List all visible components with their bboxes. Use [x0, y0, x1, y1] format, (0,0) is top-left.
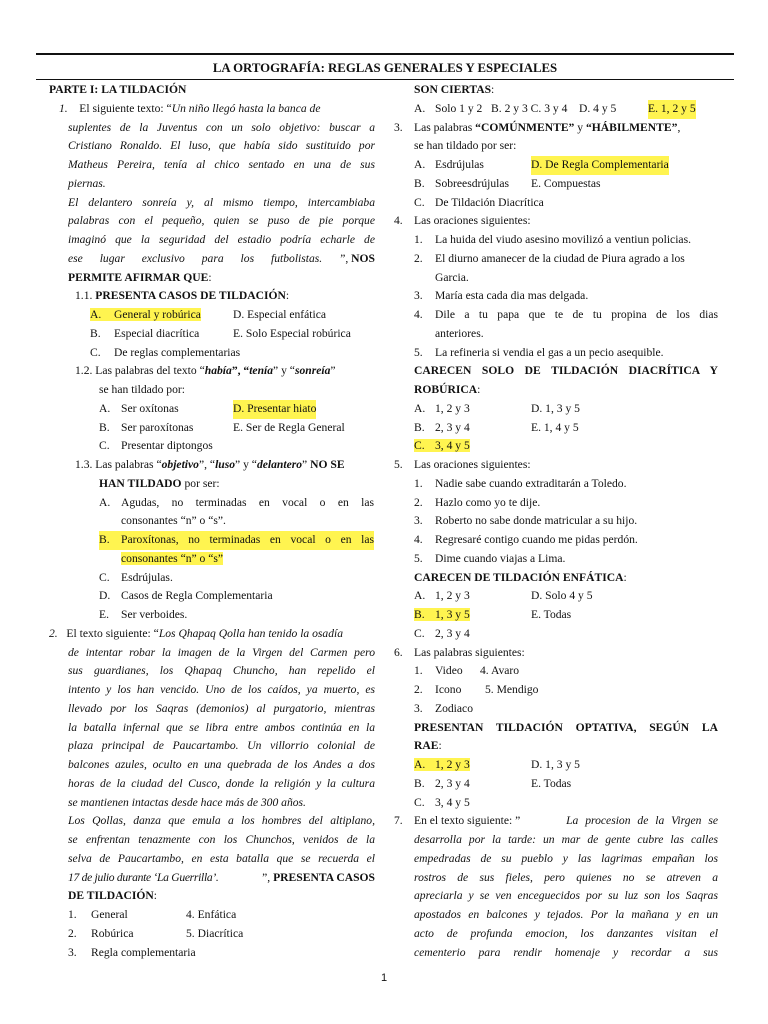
q2-option-e[interactable]: E. 1, 2 y 5: [648, 100, 696, 119]
q6-option-c-letter: C.: [414, 795, 425, 809]
q5-option-c[interactable]: 2, 3 y 4: [435, 626, 470, 640]
q4-sentence-3-num: 3.: [414, 289, 423, 303]
q5-option-row-2: [414, 606, 738, 625]
q6-option-row-3: [414, 794, 738, 813]
q4-sentence-4-cont: anteriores.: [435, 326, 484, 340]
sub11-option-row-2: [90, 325, 416, 344]
q5-option-b-text: 1, 3 y 5: [435, 608, 470, 621]
q2-line-8: balcones azules, oculto en una quebrada de los Andes a dos: [68, 758, 375, 771]
sub12-option-row-3: [99, 437, 425, 456]
sub11-option-c[interactable]: De reglas complementarias: [114, 345, 241, 359]
q4-sentence-2-num: 2.: [414, 251, 423, 265]
q4-prompt-1: CARECEN SOLO DE TILDACIÓN DIACRÍTICA Y: [414, 364, 718, 378]
sub11-option-row-1: [90, 306, 416, 325]
q6-items-row-2: [414, 681, 738, 700]
q6-option-row-2: [414, 775, 738, 794]
q5-number: 5.: [394, 458, 403, 471]
sub13-option-b-text-1: Paroxítonas, no terminadas en vocal o en las: [121, 531, 374, 550]
q2-line-2: de intentar robar la imagen de la Virgen del Carmen pero: [68, 645, 375, 659]
q4-sentence-1-text: La huida del viudo asesino movilizó a ventiun policias.: [435, 233, 691, 246]
q5-sentence-1-num: 1.: [414, 476, 423, 490]
sub12-option-row-1: [99, 400, 425, 419]
q1-line-7: palabras con el pequeño, quien se puso de pie porque: [68, 214, 375, 228]
sub12-sep-1: ”, “: [231, 364, 250, 378]
q5-sentence-4-text: Regresaré contigo cuando me pidas perdón.: [435, 533, 638, 546]
q1-line-4: Matheus Pereira, tenía al chico sentado en una de sus: [68, 158, 375, 171]
q4-sentence-2: [414, 250, 738, 269]
q6-intro: Las palabras siguientes:: [414, 645, 525, 659]
q5-option-row-1: [414, 587, 738, 606]
document-title: LA ORTOGRAFÍA: REGLAS GENERALES Y ESPECIALES: [212, 61, 558, 75]
sub11-option-row-3: [90, 344, 416, 363]
q3-option-c-letter: C.: [414, 195, 425, 209]
q6-item-2: Icono: [435, 683, 462, 696]
sub13-option-c-letter: C.: [99, 570, 110, 584]
q4-sentence-2-text: El diurno amanecer de la ciudad de Piura agrado a los: [435, 251, 685, 265]
q7-line-3: empedradas de su pueblo y las lagrimas empañan los: [414, 851, 718, 865]
q6-option-a-text: 1, 2 y 3: [435, 758, 470, 771]
q6-item-1-num: 1.: [414, 664, 423, 678]
q2-prompt-colon: :: [153, 889, 158, 903]
sub12-close: ”: [330, 364, 336, 378]
q3-option-b[interactable]: Sobreesdrújulas: [435, 176, 510, 190]
sub12-option-d[interactable]: D. Presentar hiato: [233, 400, 316, 419]
q4-option-e[interactable]: E. 1, 4 y 5: [531, 420, 579, 434]
sub11-option-d[interactable]: D. Especial enfática: [233, 308, 327, 321]
q4-option-a[interactable]: 1, 2 y 3: [435, 401, 470, 415]
sub13-option-b-text-2: consonantes “n” o “s”: [121, 551, 224, 565]
q5-option-d[interactable]: D. Solo 4 y 5: [531, 589, 593, 603]
sub12-question: [75, 362, 401, 381]
sub13-word-2: luso: [215, 458, 236, 471]
q2-item-1: General: [91, 908, 128, 921]
q5-option-b-letter: B.: [414, 608, 425, 621]
q2-items-row-3: [68, 944, 394, 963]
q2-line-9: horas de la ciudad del Cusco, donde la religión y la cultura: [68, 776, 375, 790]
q5-sentence-5-num: 5.: [414, 551, 423, 565]
q1-line-8: imaginó que la seguridad del estadio podría echarle de: [68, 233, 375, 246]
sub13-option-d-text: Casos de Regla Complementaria: [121, 589, 273, 603]
q4-option-c-text: 3, 4 y 5: [435, 439, 470, 453]
sub12-word-3: sonreía: [294, 364, 331, 378]
q7-line-1: [394, 812, 718, 831]
q5-sentence-3-num: 3.: [414, 514, 423, 528]
q4-option-d[interactable]: D. 1, 3 y 5: [531, 401, 580, 415]
sub11-colon: :: [285, 289, 290, 303]
q1-line-1: [59, 100, 375, 119]
q2-line-5: llevado por los Saqras (demonios) al purgatorio, mientras: [68, 701, 375, 715]
q7-line-2: desarrolla por la tarde: un mar de gente cubre las calles: [414, 833, 718, 846]
q4-prompt-2-text: ROBÚRICA: [414, 383, 478, 396]
q4-sentence-3-text: María esta cada dia mas delgada.: [435, 289, 589, 303]
q5-sentence-3-text: Roberto no sabe donde matricular a su hijo.: [435, 514, 638, 528]
sub13-option-d-letter: D.: [99, 589, 111, 603]
q3-option-c[interactable]: De Tildación Diacrítica: [435, 195, 544, 209]
q5-sentence-2-num: 2.: [414, 495, 423, 509]
q4-sentence-4: [414, 306, 718, 325]
q1-number: 1.: [59, 101, 68, 115]
q2-items-row-2: [68, 925, 394, 944]
q6-option-b-letter: B.: [414, 776, 425, 790]
sub12-option-b[interactable]: Ser paroxítonas: [121, 420, 194, 434]
q6-number: 6.: [394, 645, 403, 659]
q4-number: 4.: [394, 214, 403, 228]
q1-line-2: suplentes de la Juventus con un solo objetivo: buscar a: [68, 120, 375, 134]
q1-prompt-a: NOS: [351, 251, 375, 265]
q4-sentence-1: [414, 231, 738, 250]
q4-option-b-letter: B.: [414, 420, 425, 434]
sub13-question: [75, 456, 401, 475]
q5-sentence-5: [414, 550, 738, 569]
sub13-option-a-cont: consonantes “n” o “s”.: [121, 514, 226, 528]
q6-item-1: Video: [435, 664, 463, 678]
q2-prompt-a: PRESENTA CASOS: [273, 870, 375, 884]
q4-option-row-2: [414, 419, 738, 438]
q2-line-10: se mantienen intactas desde hace más de 300 años.: [68, 795, 306, 809]
q5-sentence-4: [414, 531, 738, 550]
q6-items-row-3: [414, 700, 738, 719]
q7-number: 7.: [394, 814, 403, 828]
sub13-sep-2: ” y “: [235, 458, 257, 471]
q4-sentence-3: [414, 287, 738, 306]
sub13-option-c[interactable]: [99, 569, 425, 588]
sub13-option-b-letter: B.: [99, 531, 121, 550]
sub13-line-2: [99, 475, 425, 494]
q7-line-5: apreciarla y se ven enceguecidos por su luz son los Saqras: [414, 889, 718, 903]
q6-item-3-num: 3.: [414, 701, 423, 715]
q7-text-1: La procesion de la Virgen se: [566, 814, 718, 828]
q2-line-3: sus guardianes, los Qhapaq Chuncho, han repelido el: [68, 664, 375, 678]
q3-conj: y: [574, 120, 586, 134]
q6-item-2-num: 2.: [414, 683, 423, 696]
q1-line-5: piernas.: [68, 176, 106, 190]
sub13-option-e-text: Ser verboides.: [121, 608, 188, 621]
q4-option-row-3: [414, 437, 738, 456]
sub13-option-e[interactable]: [99, 606, 425, 625]
q3-option-d[interactable]: D. De Regla Complementaria: [531, 156, 669, 175]
q6-option-row-1: [414, 756, 738, 775]
sub12-option-e[interactable]: E. Ser de Regla General: [233, 420, 345, 434]
q5-prompt-text: CARECEN DE TILDACIÓN ENFÁTICA: [414, 570, 624, 584]
q4-sentence-5: [414, 344, 738, 363]
sub12-intro: 1.2. Las palabras del texto “: [75, 364, 205, 378]
q2-prompt-continued: [414, 81, 738, 100]
sub12-option-row-2: [99, 419, 425, 438]
sub11-text: PRESENTA CASOS DE TILDACIÓN: [95, 289, 286, 303]
q2-line-4: intento y los han vencido. Uno de los caídos, ya muerto, es: [68, 683, 375, 696]
sub11-option-e[interactable]: E. Solo Especial robúrica: [233, 326, 351, 340]
sub12-word-1: había: [204, 364, 232, 378]
q4-sentence-5-num: 5.: [414, 345, 423, 359]
sub11-option-b[interactable]: Especial diacrítica: [114, 326, 200, 340]
q2-intro: El texto siguiente: “: [66, 626, 159, 640]
q1-prompt-b: PERMITE AFIRMAR QUE: [68, 270, 209, 284]
page-number: 1: [380, 972, 388, 984]
q2-item-5: 5. Diacrítica: [186, 926, 244, 940]
header-rule: [36, 53, 734, 55]
q4-prompt-2: [414, 381, 738, 400]
title-underline: [36, 79, 734, 80]
sub13-option-d[interactable]: [99, 587, 425, 606]
q6-option-d[interactable]: D. 1, 3 y 5: [531, 758, 580, 771]
q5-option-a[interactable]: 1, 2 y 3: [435, 589, 470, 603]
q1-line-10: [68, 269, 394, 288]
q6-prompt-2: [414, 737, 738, 756]
q2-item-3-num: 3.: [68, 945, 77, 959]
q2-line-12: se enfrentan tenazmente con los Chunchos, venidos de la: [68, 833, 375, 846]
sub12-option-b-letter: B.: [99, 420, 110, 434]
q3-option-a-letter: A.: [414, 158, 426, 171]
q2-line-13: selva de Paucartambo, en esta batalla que se recuerda el: [68, 851, 375, 865]
q7-line-7: acto de profunda emocion, los danzantes visitan el: [414, 926, 718, 940]
q2-line-6: la batalla infernal que se libra entre ambos continúa en la: [68, 720, 375, 734]
sub13-option-a-text-1: Agudas, no terminadas en vocal o en las: [121, 495, 374, 509]
q5-prompt: [414, 569, 738, 588]
q5-option-a-letter: A.: [414, 589, 426, 603]
sub13-close: ”: [302, 458, 311, 471]
q3-option-row-2: [414, 175, 738, 194]
q2-option-a-letter: A.: [414, 101, 426, 115]
q2-line-1: [49, 625, 375, 644]
q3-number: 3.: [394, 120, 403, 134]
q5-sentence-2-text: Hazlo como yo te dije.: [435, 495, 541, 509]
q5-sentence-4-num: 4.: [414, 533, 423, 546]
sub11-question: [75, 287, 401, 306]
q2-line-15: [68, 887, 394, 906]
q2-options-a-d[interactable]: Solo 1 y 2 B. 2 y 3 C. 3 y 4 D. 4 y 5: [435, 101, 617, 115]
q5-option-row-3: [414, 625, 738, 644]
q2-item-2-num: 2.: [68, 926, 77, 940]
q2-item-1-num: 1.: [68, 908, 77, 921]
sub13-option-c-text: Esdrújulas.: [121, 570, 173, 584]
sub13-option-a[interactable]: [99, 494, 375, 513]
q4-line-1: [394, 212, 718, 231]
q4-sentence-2-cont: Garcia.: [435, 270, 469, 284]
q3-intro: Las palabras: [414, 120, 476, 134]
q1-quote-close: ”,: [340, 251, 352, 265]
q6-line-1: [394, 644, 718, 663]
q6-item-4: 4. Avaro: [480, 664, 520, 678]
q1-text-end: ese lugar exclusivo para los futbolistas.: [68, 251, 323, 265]
q3-line-1: [394, 119, 718, 138]
q4-intro: Las oraciones siguientes:: [414, 214, 531, 228]
q5-sentence-3: [414, 512, 738, 531]
sub12-option-c-letter: C.: [99, 439, 110, 453]
q5-sentence-2: [414, 494, 738, 513]
q2-line-11: Los Qollas, danza que emula a los hombres del altiplano,: [68, 814, 375, 828]
q2-item-3: Regla complementaria: [91, 945, 196, 959]
q5-sentence-5-text: Dime cuando viajas a Lima.: [435, 551, 566, 565]
sub13-intro: 1.3. Las palabras “: [75, 458, 162, 471]
sub13-option-a-letter: A.: [99, 495, 111, 509]
right-column: [394, 81, 718, 962]
q1-text: Un niño llegó hasta la banca de: [171, 101, 321, 115]
sub11-option-a-letter: A.: [90, 308, 102, 321]
q2-prompt-c: SON CIERTAS: [414, 83, 492, 96]
q2-item-4: 4. Enfática: [186, 908, 237, 921]
q6-option-a[interactable]: [414, 758, 470, 771]
q5-prompt-colon: :: [623, 570, 627, 584]
sub13-prompt-a: NO SE: [310, 458, 345, 471]
sub12-option-a[interactable]: Ser oxítonas: [121, 401, 179, 415]
q5-option-b[interactable]: [414, 608, 470, 621]
q5-intro: Las oraciones siguientes:: [414, 458, 531, 471]
q5-option-e[interactable]: E. Todas: [531, 608, 572, 621]
q4-sentence-1-num: 1.: [414, 233, 423, 246]
q4-option-row-1: [414, 400, 738, 419]
q4-sentence-4-num: 4.: [414, 308, 423, 321]
q4-option-c-letter: C.: [414, 439, 425, 453]
q1-line-9: [68, 250, 375, 269]
q4-option-b[interactable]: 2, 3 y 4: [435, 420, 470, 434]
sub11-option-c-letter: C.: [90, 345, 101, 359]
q6-option-b[interactable]: 2, 3 y 4: [435, 776, 470, 790]
sub12-line-2: se han tildado por:: [99, 383, 185, 396]
q6-option-a-letter: A.: [414, 758, 426, 771]
sub11-option-a-text: General y robúrica: [114, 308, 201, 321]
q6-prompt-2-text: RAE: [414, 739, 439, 753]
q1-prompt-colon: :: [208, 270, 212, 284]
q2-line-7: plaza principal de Paucartambo. Un villorrio colonial de: [68, 739, 375, 753]
q2-text: Los Qhapaq Qolla han tenido la osadía: [158, 626, 344, 640]
q3-word-1: “COMÚNMENTE”: [475, 120, 575, 134]
sub13-prompt-b: HAN TILDADO: [99, 476, 182, 490]
q5-line-1: [394, 456, 718, 475]
q3-line-2: se han tildado por ser:: [414, 139, 517, 153]
q6-item-3: Zodiaco: [435, 701, 473, 715]
q2-prompt-c-colon: :: [491, 83, 495, 96]
left-column: [49, 81, 375, 962]
q4-sentence-4-text: Dile a tu papa que te de tu propina de los dias: [435, 308, 718, 321]
sub13-sep-1: ”, “: [198, 458, 216, 471]
q2-items-row-1: [68, 906, 394, 925]
q2-line-14: [68, 869, 375, 888]
sub11-number: 1.1.: [75, 289, 93, 303]
q7-line-8: cementerio para rendir homenaje y recordar a sus: [414, 945, 718, 959]
sub13-option-b[interactable]: [99, 531, 375, 550]
q4-option-c[interactable]: [414, 439, 470, 452]
q6-items-row-1: [414, 662, 738, 681]
q1-line-3: Cristiano Ronaldo. El luso, que había sido sustituido por: [68, 139, 375, 153]
sub13-word-3: delantero: [256, 458, 303, 471]
q7-line-4: rostros de sus fieles, pero quienes no se atreven a: [414, 870, 718, 884]
sub12-sep-2: ” y “: [273, 364, 295, 378]
q3-option-row-3: [414, 194, 738, 213]
q6-prompt-colon: :: [438, 739, 442, 753]
sub11-option-a[interactable]: [90, 308, 201, 321]
q3-option-row-1: [414, 156, 738, 175]
q4-sentence-5-text: La refineria si vendia el gas a un pecio asequible.: [435, 345, 664, 359]
q7-intro: En el texto siguiente: ”: [414, 814, 521, 828]
q6-option-e[interactable]: E. Todas: [531, 776, 572, 790]
q5-option-c-letter: C.: [414, 626, 425, 640]
q2-quote-close: ”,: [262, 870, 274, 884]
q3-option-b-letter: B.: [414, 176, 425, 190]
sub11-option-b-letter: B.: [90, 326, 101, 340]
q7-line-6: apostados en balcones y tejados. Por la mañana y en un: [414, 908, 718, 921]
q6-item-5: 5. Mendigo: [485, 683, 539, 696]
q3-word-2: “HÁBILMENTE”: [585, 120, 678, 134]
sub12-word-2: tenía: [249, 364, 274, 378]
q5-sentence-1-text: Nadie sabe cuando extraditarán a Toledo.: [435, 476, 627, 490]
sub12-option-a-letter: A.: [99, 401, 111, 415]
sub12-option-c[interactable]: Presentar diptongos: [121, 439, 213, 453]
sub13-prompt-c: por ser:: [181, 476, 220, 490]
q4-option-a-letter: A.: [414, 401, 426, 415]
q5-sentence-1: [414, 475, 738, 494]
q2-number: 2.: [49, 626, 58, 640]
q2-text-end: 17 de julio durante ‘La Guerrilla’.: [68, 870, 219, 884]
q4-prompt-colon: :: [477, 383, 481, 396]
q2-prompt-b: DE TILDACIÓN: [68, 889, 154, 903]
q6-option-c[interactable]: 3, 4 y 5: [435, 795, 470, 809]
sub13-word-1: objetivo: [161, 458, 199, 471]
q3-option-e[interactable]: E. Compuestas: [531, 176, 601, 190]
q6-prompt-1: PRESENTAN TILDACIÓN OPTATIVA, SEGÚN LA: [414, 720, 718, 734]
q3-comma: ,: [677, 120, 681, 134]
q1-line-6: El delantero sonreía y, al mismo tiempo, intercambiaba: [68, 195, 375, 209]
sub13-option-e-letter: E.: [99, 608, 109, 621]
q1-intro: El siguiente texto: “: [79, 101, 172, 115]
q2-options: [414, 100, 738, 119]
part-heading: PARTE I: LA TILDACIÓN: [49, 83, 187, 96]
q3-option-a[interactable]: Esdrújulas: [435, 158, 484, 171]
q2-item-2: Robúrica: [91, 926, 134, 940]
